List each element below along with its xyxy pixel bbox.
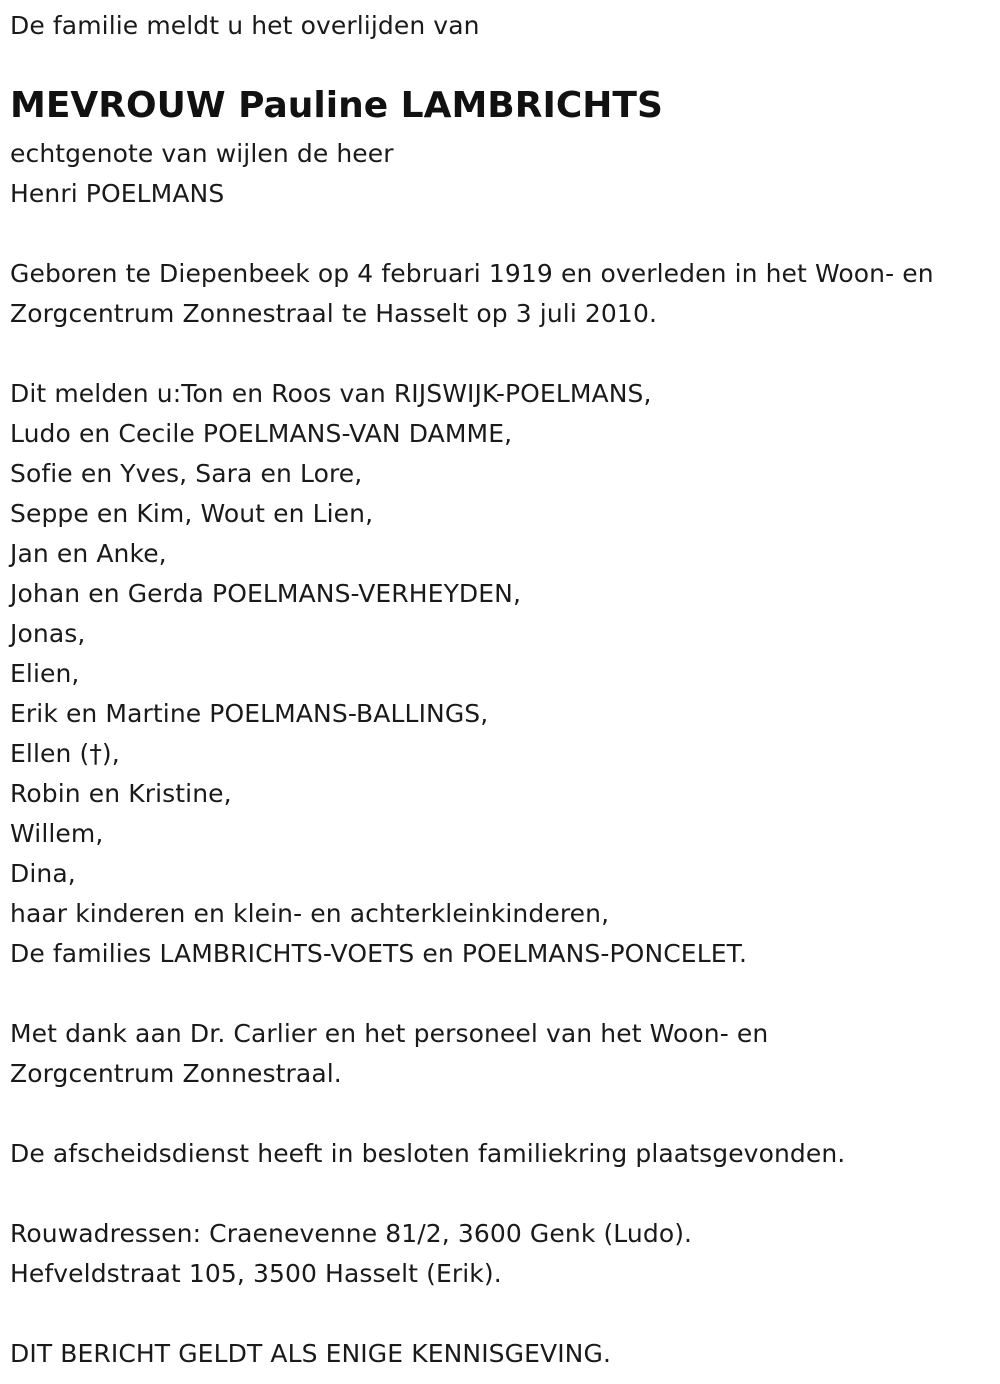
service-text: De afscheidsdienst heeft in besloten familiekring plaatsgevonden. xyxy=(10,1139,846,1168)
family-line: haar kinderen en klein- en achterkleinkinderen, xyxy=(10,899,610,928)
family-line: Robin en Kristine, xyxy=(10,779,232,808)
family-line: Johan en Gerda POELMANS-VERHEYDEN, xyxy=(10,579,522,608)
intro-text: De familie meldt u het overlijden van xyxy=(10,11,480,40)
notice-text: DIT BERICHT GELDT ALS ENIGE KENNISGEVING. xyxy=(10,1339,611,1368)
birth-death-line: Geboren te Diepenbeek op 4 februari 1919 en overleden in het Woon- en xyxy=(10,259,934,288)
birth-death-line: Zorgcentrum Zonnestraal te Hasselt op 3 juli 2010. xyxy=(10,299,657,328)
family-line: Elien, xyxy=(10,659,80,688)
spouse-line: Henri POELMANS xyxy=(10,179,225,208)
family-line: Jan en Anke, xyxy=(10,539,167,568)
thanks-line: Zorgcentrum Zonnestraal. xyxy=(10,1059,342,1088)
family-line: Willem, xyxy=(10,819,104,848)
family-line: Dit melden u:Ton en Roos van RIJSWIJK-POELMANS, xyxy=(10,379,652,408)
thanks-block xyxy=(10,1014,768,1094)
family-line: Sofie en Yves, Sara en Lore, xyxy=(10,459,363,488)
birth-death-block xyxy=(10,254,934,334)
deceased-name: MEVROUW Pauline LAMBRICHTS xyxy=(10,85,663,126)
family-line: Ludo en Cecile POELMANS-VAN DAMME, xyxy=(10,419,513,448)
family-line: Ellen (†), xyxy=(10,739,120,768)
address-line: Rouwadressen: Craenevenne 81/2, 3600 Genk (Ludo). xyxy=(10,1219,693,1248)
family-line: Jonas, xyxy=(10,619,86,648)
family-line: Erik en Martine POELMANS-BALLINGS, xyxy=(10,699,489,728)
address-line: Hefveldstraat 105, 3500 Hasselt (Erik). xyxy=(10,1259,502,1288)
notice-block xyxy=(10,1334,611,1374)
spouse-line: echtgenote van wijlen de heer xyxy=(10,139,394,168)
family-list xyxy=(10,374,747,974)
address-block xyxy=(10,1214,692,1294)
thanks-line: Met dank aan Dr. Carlier en het personeel van het Woon- en xyxy=(10,1019,769,1048)
service-block xyxy=(10,1134,845,1174)
family-line: Dina, xyxy=(10,859,76,888)
family-line: De families LAMBRICHTS-VOETS en POELMANS-PONCELET. xyxy=(10,939,748,968)
family-line: Seppe en Kim, Wout en Lien, xyxy=(10,499,374,528)
spouse-block xyxy=(10,134,394,214)
